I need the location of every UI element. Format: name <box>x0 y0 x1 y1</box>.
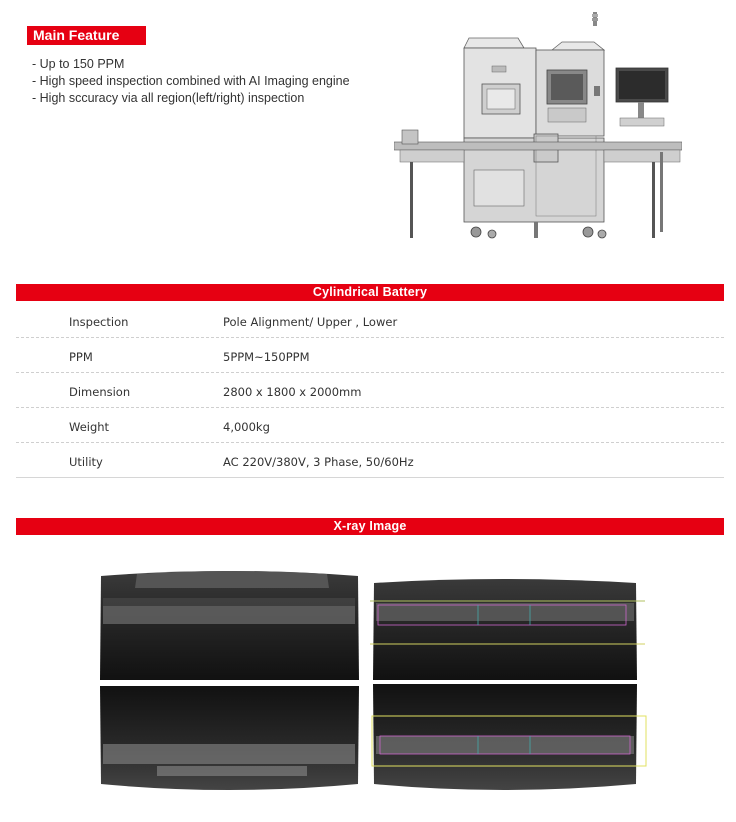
inspection-machine-illustration <box>394 12 682 244</box>
spec-value: Pole Alignment/ Upper , Lower <box>223 315 398 329</box>
spec-row-ppm <box>16 338 724 373</box>
spec-value: 5PPM~150PPM <box>223 350 310 364</box>
feature-list <box>32 56 350 107</box>
spec-row-utility <box>16 443 724 478</box>
xray-bottom-analyzed-image <box>370 684 650 796</box>
spec-row-inspection <box>16 303 724 338</box>
spec-value: 2800 x 1800 x 2000mm <box>223 385 362 399</box>
spec-row-weight <box>16 408 724 443</box>
spec-label: Utility <box>69 455 103 469</box>
xray-image-header: X-ray Image <box>16 518 724 535</box>
spec-label: Inspection <box>69 315 129 329</box>
feature-item-ppm: - Up to 150 PPM <box>32 57 125 71</box>
xray-bottom-raw-image <box>97 686 362 796</box>
feature-item-ai-imaging: - High speed inspection combined with AI Imaging engine <box>32 74 350 88</box>
feature-item-accuracy: - High sccuracy via all region(left/right) inspection <box>32 91 305 105</box>
spec-row-dimension <box>16 373 724 408</box>
spec-value: 4,000kg <box>223 420 270 434</box>
spec-label: Dimension <box>69 385 131 399</box>
main-feature-badge: Main Feature <box>27 26 146 45</box>
spec-label: Weight <box>69 420 110 434</box>
xray-top-analyzed-image <box>370 577 645 680</box>
cylindrical-battery-header: Cylindrical Battery <box>16 284 724 301</box>
spec-table <box>16 303 724 478</box>
xray-top-raw-image <box>97 568 362 680</box>
spec-value: AC 220V/380V, 3 Phase, 50/60Hz <box>223 455 414 469</box>
spec-label: PPM <box>69 350 93 364</box>
